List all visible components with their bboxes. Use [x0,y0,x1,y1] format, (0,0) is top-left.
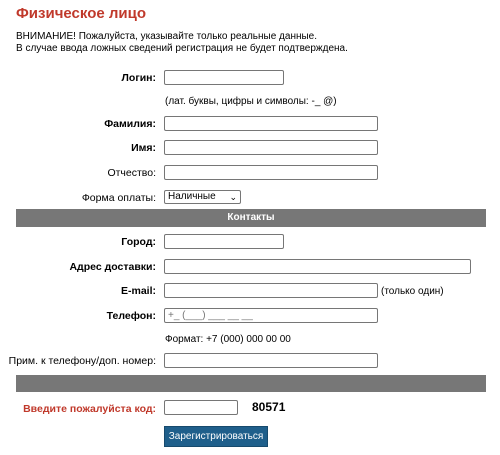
city-input[interactable] [164,234,284,249]
login-label: Логин: [121,72,156,84]
phone-input[interactable] [164,308,378,323]
patronymic-input[interactable] [164,165,378,180]
captcha-code: 80571 [252,400,286,414]
address-input[interactable] [164,259,471,274]
phone-note-label: Прим. к телефону/доп. номер: [8,355,156,367]
captcha-label: Введите пожалуйста код: [23,403,156,415]
section-divider-bar [16,375,486,392]
warning-line-2: В случае ввода ложных сведений регистрация не будет подтверждена. [16,43,348,54]
email-label: E-mail: [120,285,156,297]
login-input[interactable] [164,70,284,85]
phone-format-hint: Формат: +7 (000) 000 00 00 [165,334,291,345]
name-input[interactable] [164,140,378,155]
contacts-section-header: Контакты [16,209,486,227]
chevron-down-icon: ⌄ [229,192,237,202]
email-hint: (только один) [381,286,444,297]
captcha-input[interactable] [164,400,238,415]
address-label: Адрес доставки: [69,261,156,273]
surname-label: Фамилия: [104,118,156,130]
patronymic-label: Отчество: [107,167,156,179]
warning-text [16,31,348,55]
login-hint: (лат. буквы, цифры и символы: -_ @) [165,96,337,107]
surname-input[interactable] [164,116,378,131]
page-title: Физическое лицо [16,5,147,22]
payment-label: Форма оплаты: [81,192,156,204]
register-button[interactable]: Зарегистрироваться [164,426,268,447]
name-label: Имя: [131,142,156,154]
email-input[interactable] [164,283,378,298]
payment-select[interactable] [164,190,241,204]
phone-label: Телефон: [106,310,156,322]
phone-note-input[interactable] [164,353,378,368]
warning-line-1: ВНИМАНИЕ! Пожалуйста, указывайте только реальные данные. [16,31,318,42]
payment-selected-value: Наличные [168,191,216,202]
city-label: Город: [121,236,156,248]
